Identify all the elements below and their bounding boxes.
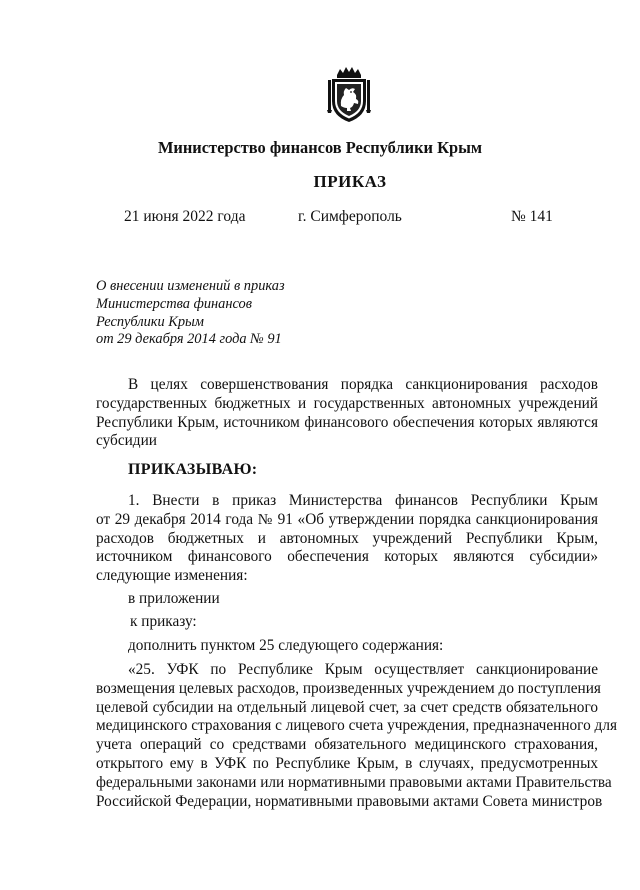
item-1-line: источником финансового обеспечения которых являются субсидии»: [96, 548, 598, 566]
item-1-line: от 29 декабря 2014 года № 91 «Об утверждении порядка санкционирования: [96, 510, 598, 528]
item-25-line: учета операций со средствами обязательного медицинского страхования,: [96, 736, 598, 754]
preamble-line: В целях совершенствования порядка санкционирования расходов: [128, 376, 598, 393]
item-25-line: «25. УФК по Республике Крым осуществляет санкционирование: [128, 661, 598, 678]
item-25-line: возмещения целевых расходов, произведенных учреждением до поступления: [96, 679, 601, 697]
item-25-line: Российской Федерации, нормативными правовыми актами Совета министров: [96, 792, 603, 810]
add-item-line: дополнить пунктом 25 следующего содержания:: [128, 637, 444, 654]
order-city: г. Симферополь: [298, 208, 402, 225]
subject-line: Республики Крым: [96, 313, 204, 330]
order-date: 21 июня 2022 года: [124, 208, 246, 225]
document-type-title: ПРИКАЗ: [313, 172, 387, 191]
order-number: № 141: [511, 208, 553, 225]
ministry-title: Министерство финансов Республики Крым: [157, 138, 483, 157]
item-25-line: открытого ему в УФК по Республике Крым, в случаях, предусмотренных: [96, 754, 598, 772]
subject-line: Министерства финансов: [96, 295, 252, 312]
item-1-paragraph: [96, 492, 598, 586]
item-25-paragraph: [96, 661, 617, 811]
item-1-line: следующие изменения:: [96, 567, 248, 585]
decree-heading: ПРИКАЗЫВАЮ:: [128, 461, 258, 478]
preamble-paragraph: [96, 376, 598, 451]
preamble-line: государственных бюджетных и государственных автономных учреждений: [96, 394, 598, 412]
preamble-line: Республики Крым, источником финансового обеспечения которых являются: [96, 413, 598, 431]
crimea-coat-of-arms-icon: [326, 66, 372, 124]
in-appendix-line: в приложении: [128, 590, 220, 607]
order-subject: [96, 278, 356, 349]
item-25-line: целевой субсидии на отдельный лицевой счет, за счет средств обязательного: [96, 698, 598, 716]
to-order-line: к приказу:: [130, 613, 197, 630]
item-25-line: медицинского страхования с лицевого счета учреждения, предназначенного для: [96, 717, 617, 735]
item-25-line: федеральными законами или нормативными правовыми актами Правительства: [96, 773, 612, 791]
item-1-line: расходов бюджетных и автономных учреждений Республики Крым,: [96, 529, 598, 547]
subject-line: от 29 декабря 2014 года № 91: [96, 331, 282, 348]
item-1-line: 1. Внести в приказ Министерства финансов Республики Крым: [128, 492, 598, 509]
preamble-line: субсидии: [96, 432, 157, 450]
subject-line: О внесении изменений в приказ: [96, 278, 285, 294]
